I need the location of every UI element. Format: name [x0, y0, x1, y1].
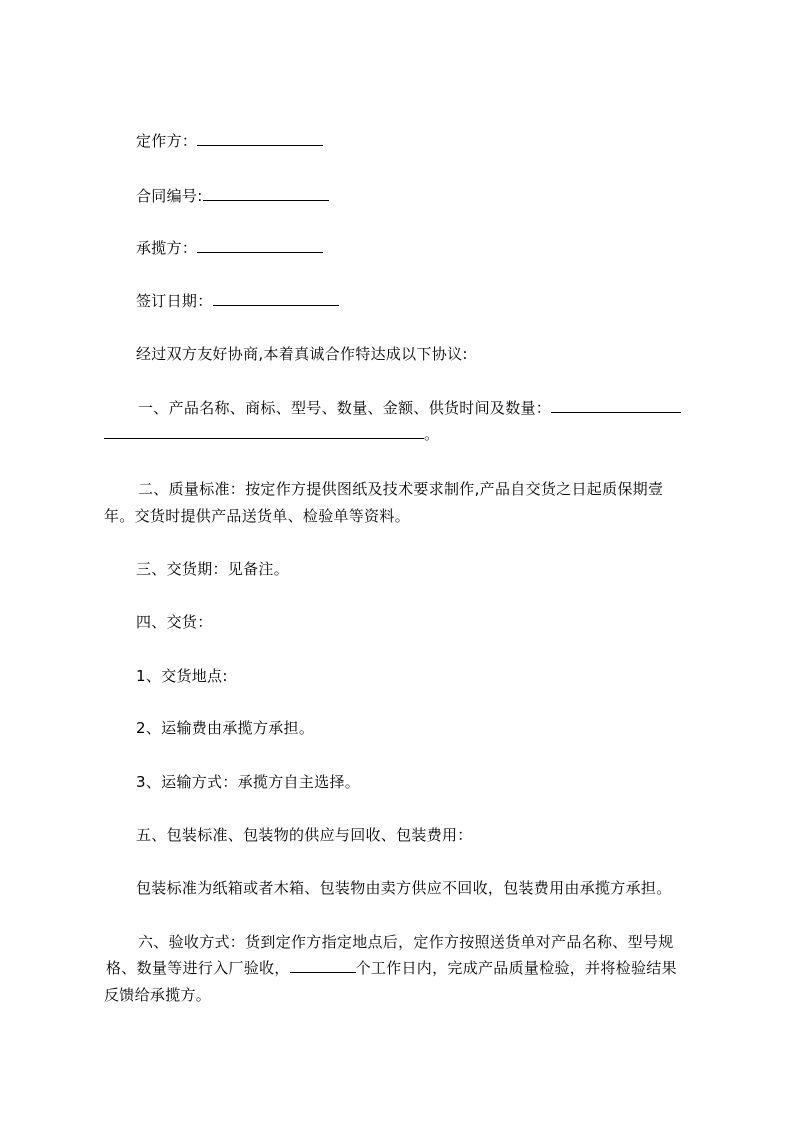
- clause-5-body: 包装标准为纸箱或者木箱、包装物由卖方供应不回收，包装费用由承揽方承担。: [136, 879, 672, 897]
- clause-6-line-3: 反馈给承揽方。: [104, 986, 212, 1004]
- clause-1-label: 一、产品名称、商标、型号、数量、金额、供货时间及数量：: [138, 399, 552, 417]
- party-a-blank[interactable]: [197, 131, 323, 146]
- clause-3: 三、交货期：见备注。: [136, 560, 290, 578]
- party-b-blank[interactable]: [197, 238, 323, 253]
- party-a-label: 定作方：: [136, 132, 198, 150]
- sign-date-row: [0, 291, 793, 311]
- clause-4: 四、交货：: [136, 613, 213, 631]
- clause-4-1: 1、交货地点:: [136, 667, 228, 685]
- clause-5: 五、包装标准、包装物的供应与回收、包装费用：: [136, 826, 473, 844]
- clause-6-line-2-a: 格、数量等进行入厂验收，: [106, 959, 290, 977]
- clause-4-2: 2、运输费由承揽方承担。: [136, 719, 315, 737]
- clause-6-line-2-b: 个工作日内，完成产品质量检验，并将检验结果: [355, 959, 677, 977]
- sign-date-blank[interactable]: [213, 291, 339, 306]
- clause-1-blank-b[interactable]: [104, 424, 424, 439]
- contract-no-blank[interactable]: [203, 186, 329, 201]
- party-b-row: [0, 238, 793, 258]
- clause-2-line-2: 年。交货时提供产品送货单、检验单等资料。: [104, 507, 411, 525]
- clause-1-row: [0, 398, 793, 418]
- clause-6-line-2: [0, 958, 793, 978]
- clause-4-3: 3、运输方式：承揽方自主选择。: [136, 773, 361, 791]
- sign-date-label: 签订日期：: [136, 292, 213, 310]
- party-a-row: [0, 131, 793, 151]
- clause-1-continued: [0, 424, 793, 444]
- clause-6-line-1: 六、验收方式：货到定作方指定地点后，定作方按照送货单对产品名称、型号规: [138, 933, 674, 951]
- contract-no-row: [0, 186, 793, 206]
- clause-6-days-blank[interactable]: [290, 958, 356, 973]
- clause-1-end: 。: [424, 425, 440, 443]
- clause-2-line-1: 二、质量标准：按定作方提供图纸及技术要求制作,产品自交货之日起质保期壹: [138, 480, 664, 498]
- contract-no-label: 合同编号:: [136, 187, 203, 205]
- intro-text: 经过双方友好协商,本着真诚合作特达成以下协议:: [136, 345, 468, 363]
- party-b-label: 承揽方：: [136, 239, 198, 257]
- clause-1-blank-a[interactable]: [551, 398, 681, 413]
